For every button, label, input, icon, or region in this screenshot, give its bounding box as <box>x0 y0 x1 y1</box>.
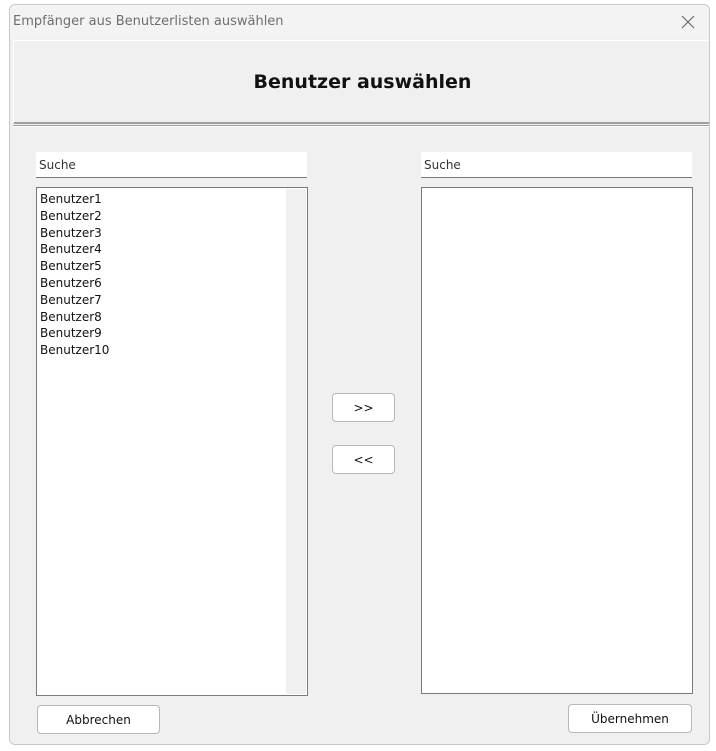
list-item[interactable]: Benutzer6 <box>40 275 102 290</box>
selected-users-items <box>422 188 692 191</box>
vertical-scrollbar[interactable] <box>286 189 306 694</box>
dialog-window <box>9 4 710 745</box>
available-users-list[interactable] <box>36 187 308 696</box>
right-search-input[interactable] <box>421 152 692 178</box>
selected-users-list[interactable] <box>421 187 693 694</box>
list-item[interactable]: Benutzer4 <box>40 242 102 257</box>
list-item[interactable]: Benutzer5 <box>40 259 102 274</box>
available-users-items <box>37 188 307 359</box>
cancel-button[interactable]: Abbrechen <box>37 705 160 734</box>
remove-selected-button[interactable]: << <box>332 445 395 474</box>
list-item[interactable]: Benutzer2 <box>40 208 102 223</box>
list-item[interactable]: Benutzer9 <box>40 326 102 341</box>
add-selected-button[interactable]: >> <box>332 393 395 422</box>
list-item[interactable]: Benutzer8 <box>40 309 102 324</box>
left-search-input[interactable] <box>36 152 307 178</box>
close-icon <box>675 9 701 35</box>
header-panel <box>13 40 710 124</box>
list-item[interactable]: Benutzer1 <box>40 192 102 206</box>
apply-button[interactable]: Übernehmen <box>568 704 692 733</box>
page-title: Benutzer auswählen <box>253 71 472 93</box>
list-item[interactable]: Benutzer3 <box>40 225 102 240</box>
list-item[interactable]: Benutzer7 <box>40 292 102 307</box>
title-bar <box>10 5 709 39</box>
window-title: Empfänger aus Benutzerlisten auswählen <box>13 14 284 29</box>
list-item[interactable]: Benutzer10 <box>40 343 110 358</box>
header-divider <box>13 125 710 127</box>
close-button[interactable] <box>675 9 701 35</box>
